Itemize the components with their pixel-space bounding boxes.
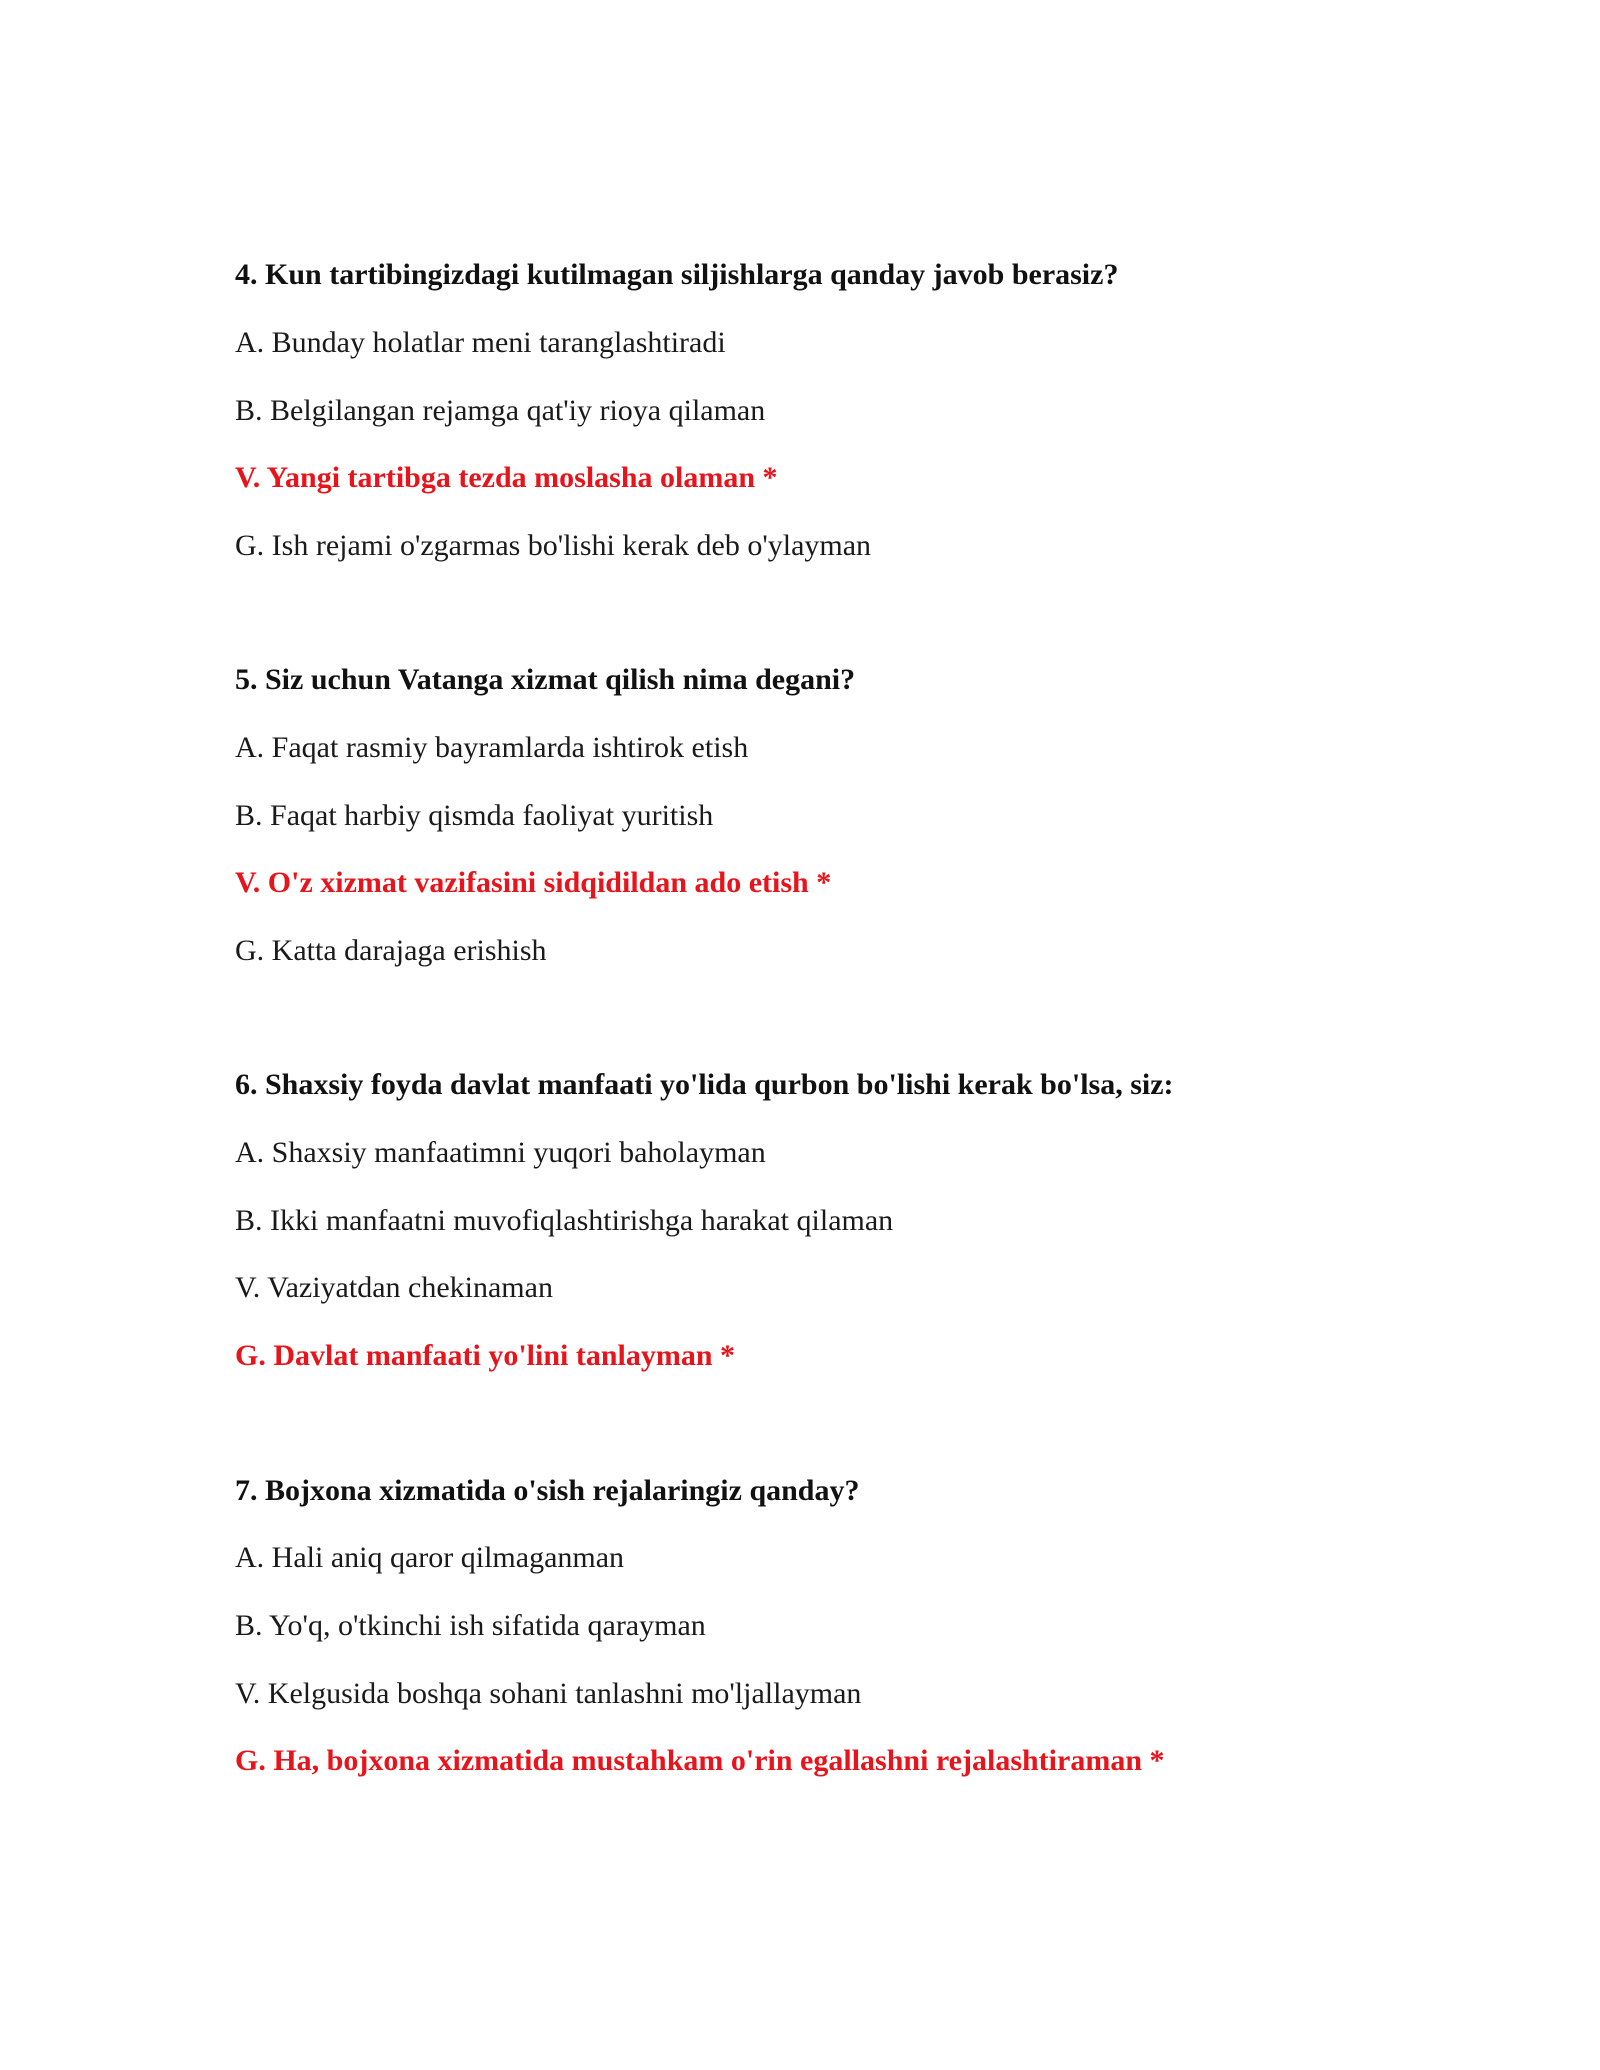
option-v: V. Vaziyatdan chekinaman (235, 1271, 553, 1304)
option-g-correct: G. Davlat manfaati yo'lini tanlayman * (235, 1339, 736, 1372)
option-b: B. Belgilangan rejamga qat'iy rioya qilaman (235, 394, 766, 427)
option-v-correct: V. O'z xizmat vazifasini sidqidildan ado etish * (235, 866, 832, 899)
question-title: 4. Kun tartibingizdagi kutilmagan siljishlarga qanday javob berasiz? (235, 258, 1119, 291)
question-title: 5. Siz uchun Vatanga xizmat qilish nima degani? (235, 663, 856, 696)
option-a: A. Hali aniq qaror qilmaganman (235, 1541, 625, 1574)
option-v: V. Kelgusida boshqa sohani tanlashni mo'ljallayman (235, 1677, 862, 1710)
option-b: B. Ikki manfaatni muvofiqlashtirishga harakat qilaman (235, 1204, 894, 1237)
option-g-correct: G. Ha, bojxona xizmatida mustahkam o'rin egallashni rejalashtiraman * (235, 1744, 1165, 1777)
question-title: 7. Bojxona xizmatida o'sish rejalaringiz qanday? (235, 1474, 860, 1507)
option-v-correct: V. Yangi tartibga tezda moslasha olaman * (235, 461, 778, 494)
option-b: B. Faqat harbiy qismda faoliyat yuritish (235, 799, 714, 832)
option-g: G. Ish rejami o'zgarmas bo'lishi kerak deb o'ylayman (235, 529, 872, 562)
option-b: B. Yo'q, o'tkinchi ish sifatida qarayman (235, 1609, 706, 1642)
option-a: A. Shaxsiy manfaatimni yuqori baholayman (235, 1136, 766, 1169)
option-a: A. Faqat rasmiy bayramlarda ishtirok etish (235, 731, 749, 764)
option-a: A. Bunday holatlar meni taranglashtiradi (235, 326, 726, 359)
question-title: 6. Shaxsiy foyda davlat manfaati yo'lida qurbon bo'lishi kerak bo'lsa, siz: (235, 1068, 1174, 1101)
option-g: G. Katta darajaga erishish (235, 934, 547, 967)
